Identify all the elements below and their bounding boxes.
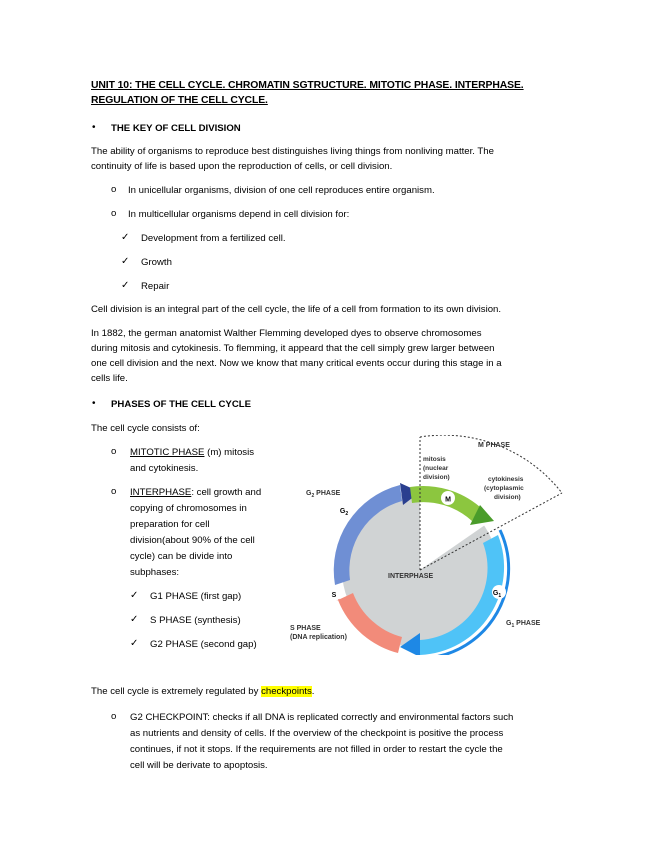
check-item-development: Development from a fertilized cell. (141, 233, 286, 244)
regulated-sentence: The cell cycle is extremely regulated by checkpoints. (91, 686, 315, 697)
interphase-line-2: copying of chromosomes in (130, 503, 247, 514)
bullet-dot: • (92, 398, 96, 409)
list-item-multicellular: In multicellular organisms depend in cell division for: (128, 209, 350, 220)
page-title-line-1: UNIT 10: THE CELL CYCLE. CHROMATIN SGTRUCTURE. MITOTIC PHASE. INTERPHASE. (91, 80, 524, 91)
circle-marker: o (111, 184, 117, 195)
section-heading-phases: PHASES OF THE CELL CYCLE (111, 399, 252, 410)
g2-checkpoint-line-1: G2 CHECKPOINT: checks if all DNA is replicated correctly and environmental factors such (130, 712, 514, 723)
cytokinesis-label-3: division) (494, 494, 521, 501)
paragraph-flemming-line-3: one cell division and the next. Now we know that many critical events occur during this stage in a (91, 358, 502, 369)
interphase-line-3: preparation for cell (130, 519, 210, 530)
g1-phase-label: $G_1$ PHASE (506, 620, 541, 629)
interphase-line-4: division(about 90% of the cell (130, 535, 255, 546)
paragraph-cell-division: Cell division is an integral part of the cell cycle, the life of a cell from formation to its own division. (91, 304, 502, 315)
check-item-growth: Growth (141, 257, 172, 268)
check-item-repair: Repair (141, 281, 170, 292)
interphase-line-1: INTERPHASE: cell growth and (130, 487, 262, 498)
mitotic-phase-term: MITOTIC PHASE (130, 447, 205, 458)
mitosis-label-1: mitosis (423, 456, 446, 463)
subphase-g1: G1 PHASE (first gap) (150, 591, 242, 602)
cytokinesis-label-2: (cytoplasmic (484, 485, 524, 492)
g2-badge-label: $G_2$ (339, 508, 349, 517)
check-icon: ✓ (130, 638, 139, 649)
check-icon: ✓ (121, 280, 130, 291)
circle-marker: o (111, 711, 117, 722)
mitosis-label-2: (nuclear (423, 465, 449, 472)
mitotic-phase-line-1: MITOTIC PHASE (m) mitosis (130, 447, 255, 458)
bullet-dot: • (92, 122, 96, 133)
cytokinesis-label-1: cytokinesis (488, 476, 524, 483)
check-icon: ✓ (130, 590, 139, 601)
section-heading-key: THE KEY OF CELL DIVISION (111, 123, 241, 134)
interphase-line-6: subphases: (130, 567, 180, 578)
g2-phase-label: $G_2$ PHASE (306, 490, 341, 499)
interphase-line-5: cycle) can be divide into (130, 551, 233, 562)
mitosis-label-3: division) (423, 474, 450, 481)
g1-badge-label: $G_1$ (492, 590, 502, 599)
circle-marker: o (111, 446, 117, 457)
check-icon: ✓ (121, 232, 130, 243)
g2-checkpoint-line-2: as nutrients and density of cells. If the overview of the checkpoint is positive the process (130, 728, 504, 739)
intro-line-1: The ability of organisms to reproduce best distinguishes living things from nonliving matter. The (91, 146, 494, 157)
checkpoints-highlight: checkpoints (261, 686, 312, 697)
paragraph-flemming-line-2: during mitosis and cytokinesis. To flemming, it appeard that the cell simply grew larger between (91, 343, 495, 354)
circle-marker: o (111, 208, 117, 219)
m-phase-label: M PHASE (478, 442, 510, 449)
m-badge-label: M (445, 496, 451, 504)
circle-marker: o (111, 486, 117, 497)
g2-checkpoint-line-4: cell will be derivate to apoptosis. (130, 760, 268, 771)
mitotic-phase-line-2: and cytokinesis. (130, 463, 199, 474)
check-icon: ✓ (130, 614, 139, 625)
interphase-label: INTERPHASE (388, 573, 434, 580)
list-item-unicellular: In unicellular organisms, division of one cell reproduces entire organism. (128, 185, 435, 196)
s-badge-label: S (331, 592, 337, 599)
s-phase-label-1: S PHASE (290, 625, 321, 632)
paragraph-flemming-line-1: In 1882, the german anatomist Walther Flemming developed dyes to observe chromosomes (91, 328, 482, 339)
page-title-line-2: REGULATION OF THE CELL CYCLE. (91, 95, 268, 106)
g2-checkpoint-line-3: continues, if not it stops. If the requirements are not filled in order to restart the cycle the (130, 744, 503, 755)
subphase-g2: G2 PHASE (second gap) (150, 639, 257, 650)
s-phase-label-2: (DNA replication) (290, 634, 347, 641)
interphase-term: INTERPHASE (130, 487, 192, 498)
paragraph-flemming-line-4: cells life. (91, 373, 128, 384)
subphase-s: S PHASE (synthesis) (150, 615, 241, 626)
check-icon: ✓ (121, 256, 130, 267)
cell-cycle-diagram (280, 435, 570, 655)
cycle-intro: The cell cycle consists of: (91, 423, 200, 434)
intro-line-2: continuity of life is based upon the reproduction of cells, or cell division. (91, 161, 393, 172)
